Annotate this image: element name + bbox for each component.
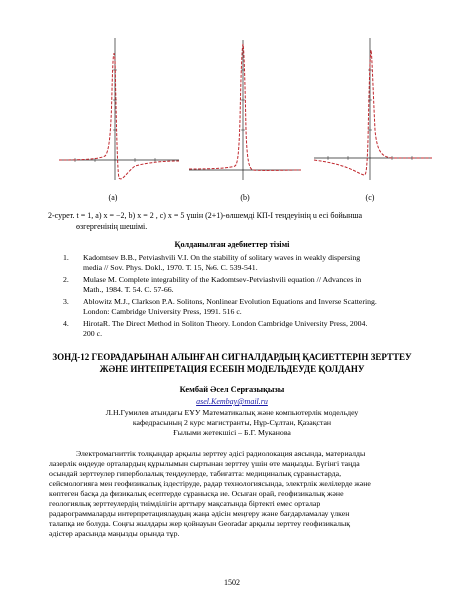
body-line: талапқа ие болуда. Соңғы жылдары жер қойнауын Georadar арқылы зерттеу геофизикалық xyxy=(49,519,350,528)
body-line: сейсмологияға мен геофизикалық іздестіруде, радар технологиясында, электрлік желілерде және xyxy=(49,479,371,488)
body-line: лазерлік өңдеуде орталардың құрылымын сыртынан зерттеу үшін өте маңызды. Бүгінгі таңда xyxy=(49,459,360,468)
author-name: Кембай Әсел Серғазықызы xyxy=(179,385,285,394)
reference-text: Ablowitz M.J., Clarkson P.A. Solitons, Nonlinear Evolution Equations and Inverse Scattering. xyxy=(83,297,377,306)
reference-number: 1. xyxy=(63,253,69,262)
body-line: көптеген басқа да физикалық есептерде сұранысқа ие. Осыған орай, геофизикалық және xyxy=(49,489,344,498)
panel-label-c: (c) xyxy=(365,193,375,202)
reference-number: 4. xyxy=(63,319,69,328)
affiliation-line1: Л.Н.Гумилев атындағы ЕҰУ Математикалық және компьютерлік модельдеу xyxy=(105,408,359,417)
reference-text: HirotaR. The Direct Method in Soliton Theory. London Cambridge University Press, 2004. xyxy=(83,319,368,328)
plot-panel-a xyxy=(55,30,185,190)
panel-label-b: (b) xyxy=(240,193,250,202)
reference-number: 2. xyxy=(63,275,69,284)
body-line: радарограммаларды интерпретациялаудың жаңа әдісін меңгеру және бағдарламалау үлкен xyxy=(49,509,350,518)
article-title-line2: ЖӘНЕ ИНТЕПРЕТАЦИЯ ЕСЕБІН МОДЕЛЬДЕУДЕ ҚОЛДАНУ xyxy=(99,364,365,374)
author-email-link[interactable]: asel.Kembay@mail.ru xyxy=(196,397,268,406)
plot-panel-b xyxy=(185,30,305,190)
reference-text-cont: media // Sov. Phys. Dokl., 1970. Т. 15, №6. С. 539-541. xyxy=(83,263,258,272)
body-line: әдістер арасында маңызды орында тұр. xyxy=(49,529,180,538)
solution-curve xyxy=(189,44,301,170)
page-number: 1502 xyxy=(224,578,240,587)
figure-caption-line2: өзгергенінің шешімі. xyxy=(76,222,148,231)
reference-text-cont: 200 с. xyxy=(83,329,103,338)
references-title: Қолданылған әдебиеттер тізімі xyxy=(174,240,290,249)
article-title-line1: ЗОНД-12 ГЕОРАДАРЫНАН АЛЫНҒАН СИГНАЛДАРДЫҢ ҚАСИЕТТЕРІН ЗЕРТТЕУ xyxy=(52,352,412,362)
solution-curve xyxy=(314,50,432,175)
reference-text-cont: Math., 1984. Т. 54. С. 57-66. xyxy=(83,285,174,294)
body-line: Электромагниттік толқындар арқылы зерттеу әдісі радиолокация аясында, материалды xyxy=(76,449,366,458)
reference-text-cont: London: Cambridge University Press, 1991. 516 с. xyxy=(83,307,242,316)
affiliation-line2: кафедрасының 2 курс магистранты, Нұр-Сұлтан, Қазақстан xyxy=(132,418,332,427)
reference-number: 3. xyxy=(63,297,69,306)
figure-caption-line1: 2-сурет. t = 1, a) x = −2, b) x = 2 , c) x = 5 үшін (2+1)-өлшемді КП-I теңдеуінің u есі бойынша xyxy=(48,211,363,220)
body-line: осындай зерттеулер гиперболалық теңдеулерде, табиғатта: медициналық сұраныстарда, xyxy=(49,469,342,478)
body-line: геологиялық зерттеулердің тиімділігін арттыру мақсатында біртекті емес орталар xyxy=(49,499,321,508)
reference-text: Kadomtsev B.B., Petviashvili V.I. On the stability of solitary waves in weakly dispersing xyxy=(83,253,361,262)
affiliation-line3: Ғылыми жетекшісі – Б.Г. Муканова xyxy=(173,428,291,437)
reference-text: Mulase M. Complete integrability of the Kadomtsev-Petviashvili equation // Advances in xyxy=(83,275,362,284)
plot-panel-c xyxy=(308,30,438,190)
panel-label-a: (a) xyxy=(108,193,118,202)
